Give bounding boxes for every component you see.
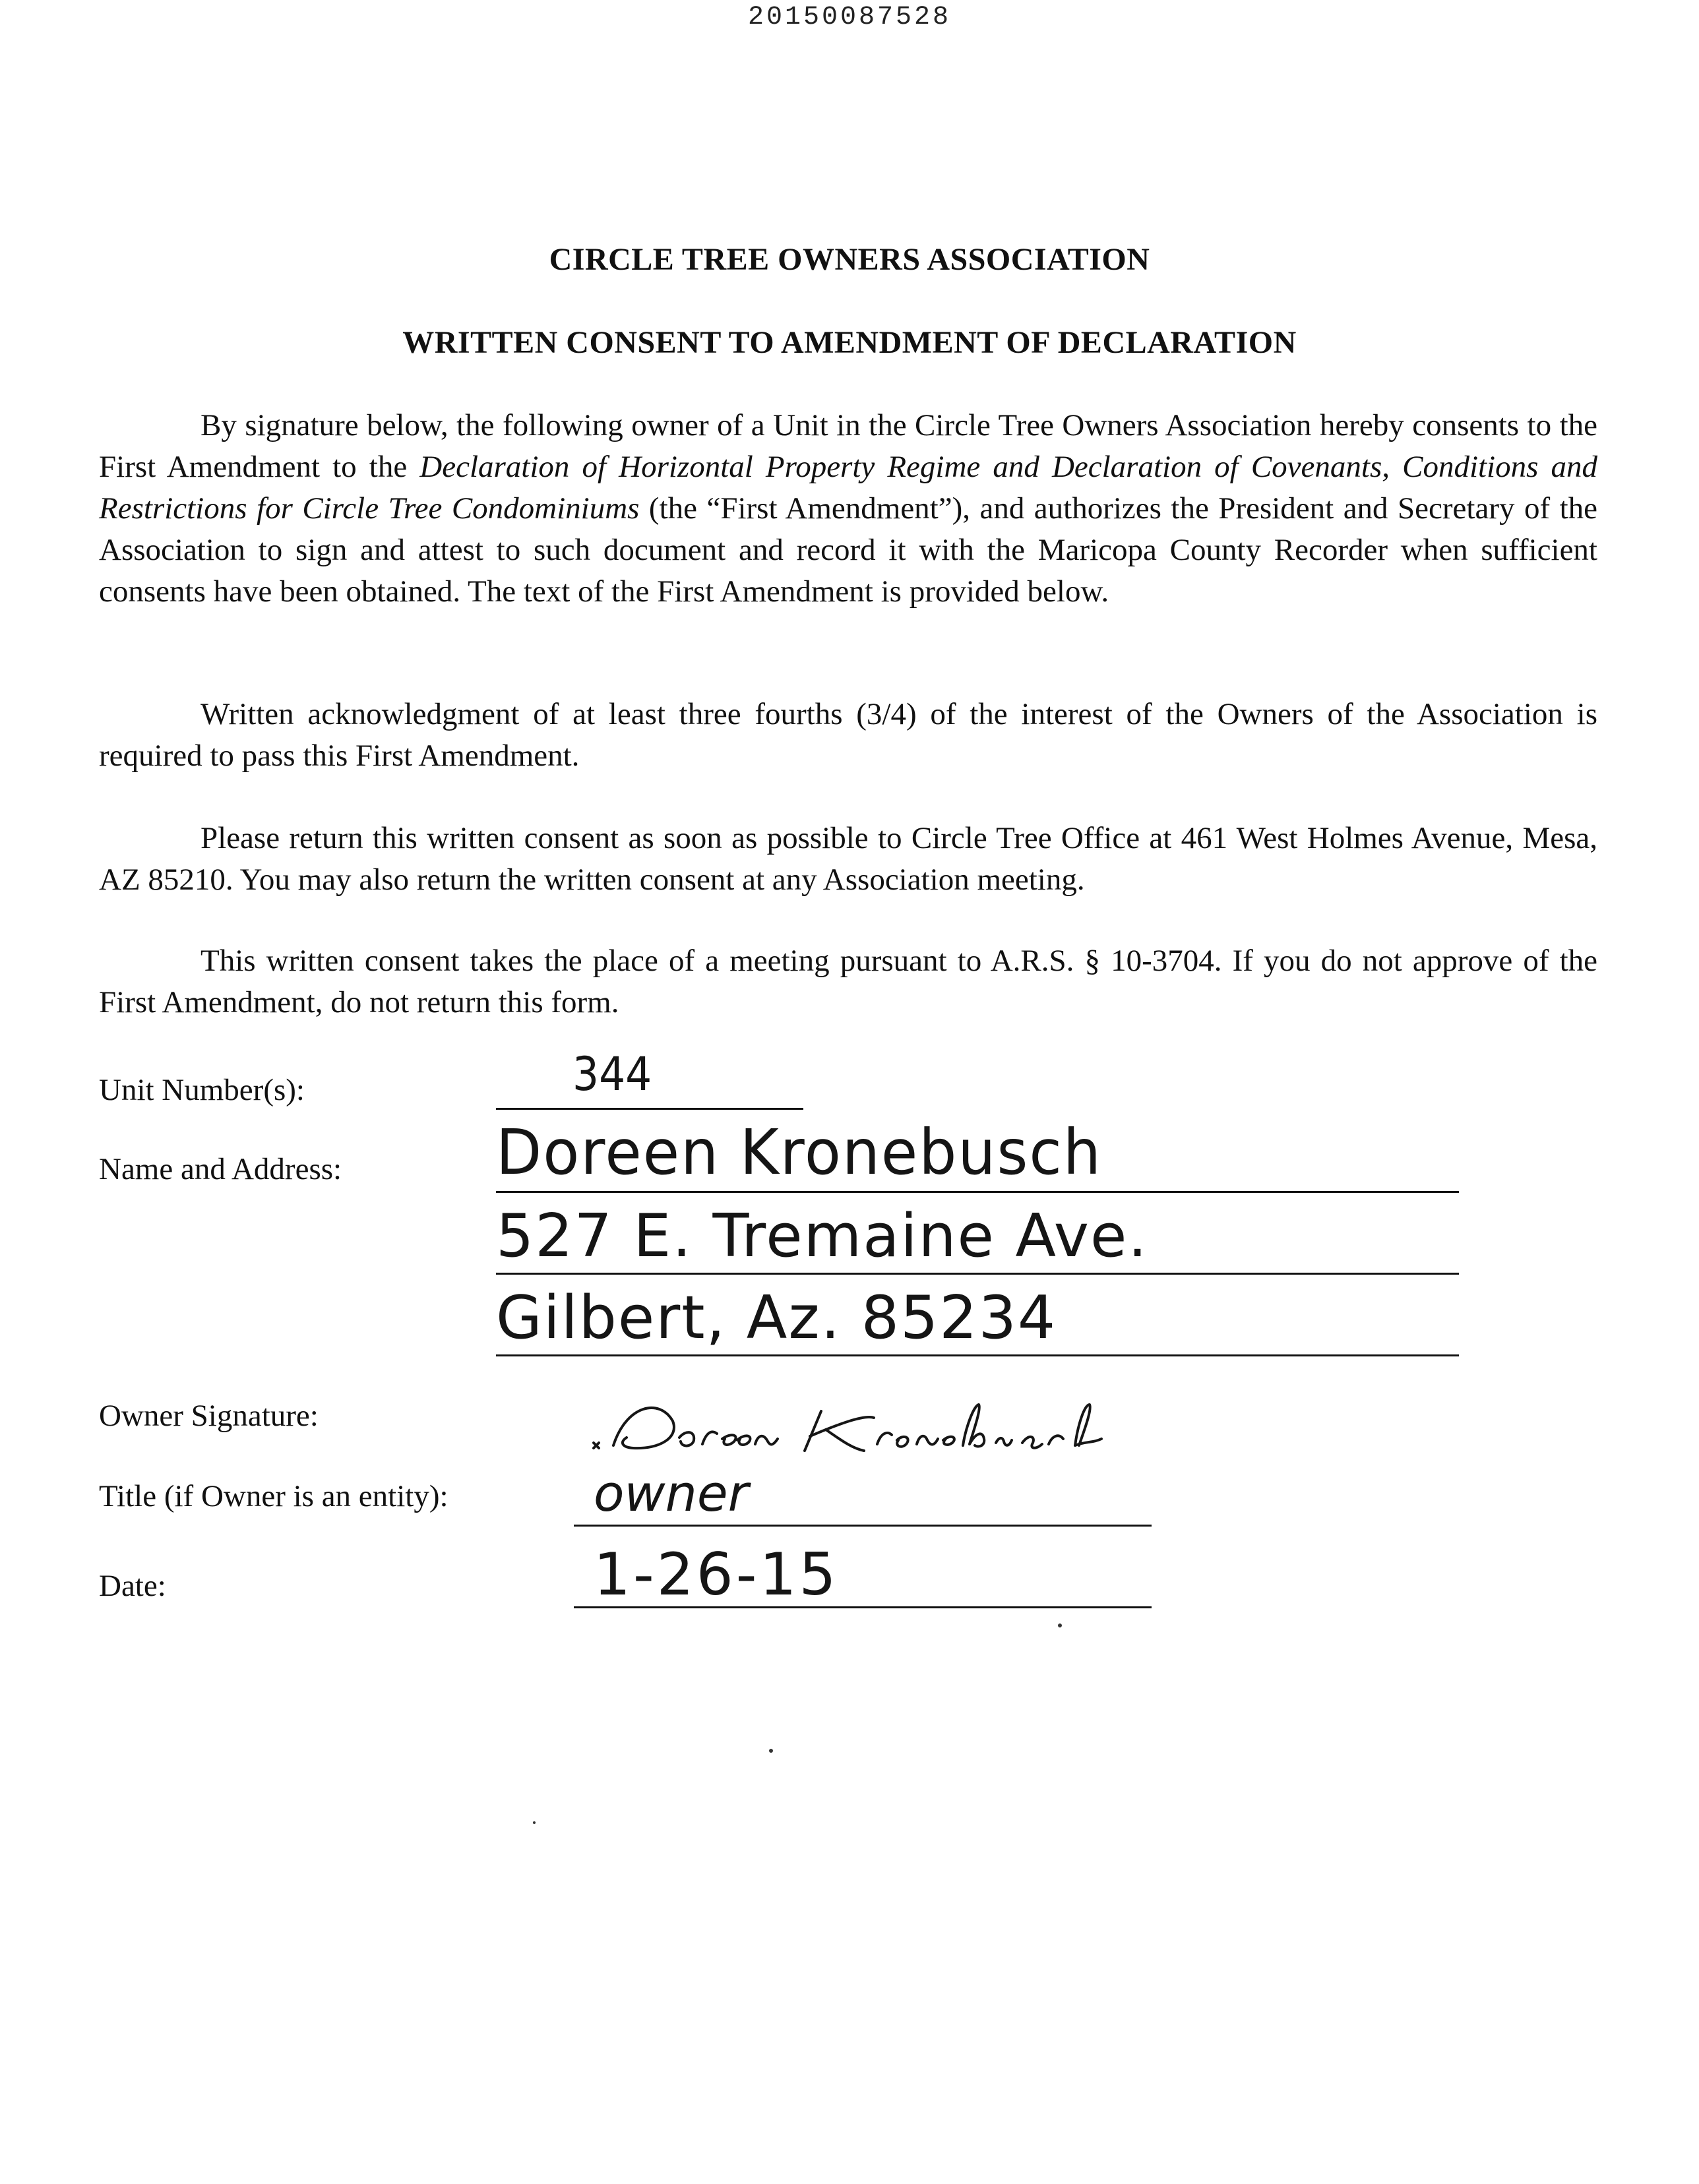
title-line [574, 1525, 1152, 1527]
return-instructions-paragraph: Please return this written consent as soon as possible to Circle Tree Office at 461 West Holmes Avenue, Mesa, AZ 85210. You may also return the written consent at any Association meeting. [99, 821, 1597, 897]
meeting-notice-paragraph: This written consent takes the place of a meeting pursuant to A.R.S. § 10-3704. If you do not approve of the First Amendment, do not return this form. [99, 944, 1597, 1019]
owner-name-value[interactable]: Doreen Kronebusch [496, 1116, 1102, 1189]
owner-signature-label: Owner Signature: [99, 1399, 319, 1433]
requirement-paragraph: Written acknowledgment of at least three fourths (3/4) of the interest of the Owners of the Association is required to pass this First Amendment. [99, 697, 1597, 773]
title-label: Title (if Owner is an entity): [99, 1479, 448, 1513]
declaration-title: Declaration of Horizontal Property Regime and Declaration of Covenants, Conditions and Restrictions for Circle Tree Condominiums [99, 450, 1597, 526]
owner-signature-image[interactable] [587, 1385, 1220, 1464]
unit-number-label: Unit Number(s): [99, 1073, 305, 1107]
scan-speck [533, 1821, 536, 1824]
consent-paragraph [99, 405, 1597, 613]
name-address-label: Name and Address: [99, 1152, 342, 1186]
consent-text-end: (the “First Amendment”), and authorizes the President and Secretary of the Association to sign and attest to such document and record it with the Maricopa County Recorder when sufficient consents have been obtained. The text of the First Amendment is provided below. [99, 491, 1597, 609]
scan-speck [1058, 1623, 1062, 1627]
form-title: WRITTEN CONSENT TO AMENDMENT OF DECLARATION [402, 325, 1297, 360]
name-line [496, 1191, 1459, 1193]
unit-number-line [496, 1108, 803, 1110]
consent-text-start: By signature below, the following owner of a Unit in the Circle Tree Owners Association hereby consents to the First Amendment to the [99, 408, 1597, 484]
date-value[interactable]: 1-26-15 [594, 1540, 839, 1608]
association-title: CIRCLE TREE OWNERS ASSOCIATION [549, 242, 1150, 277]
scan-speck [769, 1749, 773, 1753]
address-line-2-rule [496, 1354, 1459, 1356]
title-value[interactable]: owner [594, 1464, 749, 1523]
address-line-1-value[interactable]: 527 E. Tremaine Ave. [496, 1201, 1148, 1271]
recording-number: 20150087528 [747, 3, 952, 32]
unit-number-value[interactable]: 344 [572, 1047, 652, 1101]
address-line-1-rule [496, 1273, 1459, 1275]
date-label: Date: [99, 1569, 166, 1603]
address-line-2-value[interactable]: Gilbert, Az. 85234 [496, 1283, 1057, 1352]
